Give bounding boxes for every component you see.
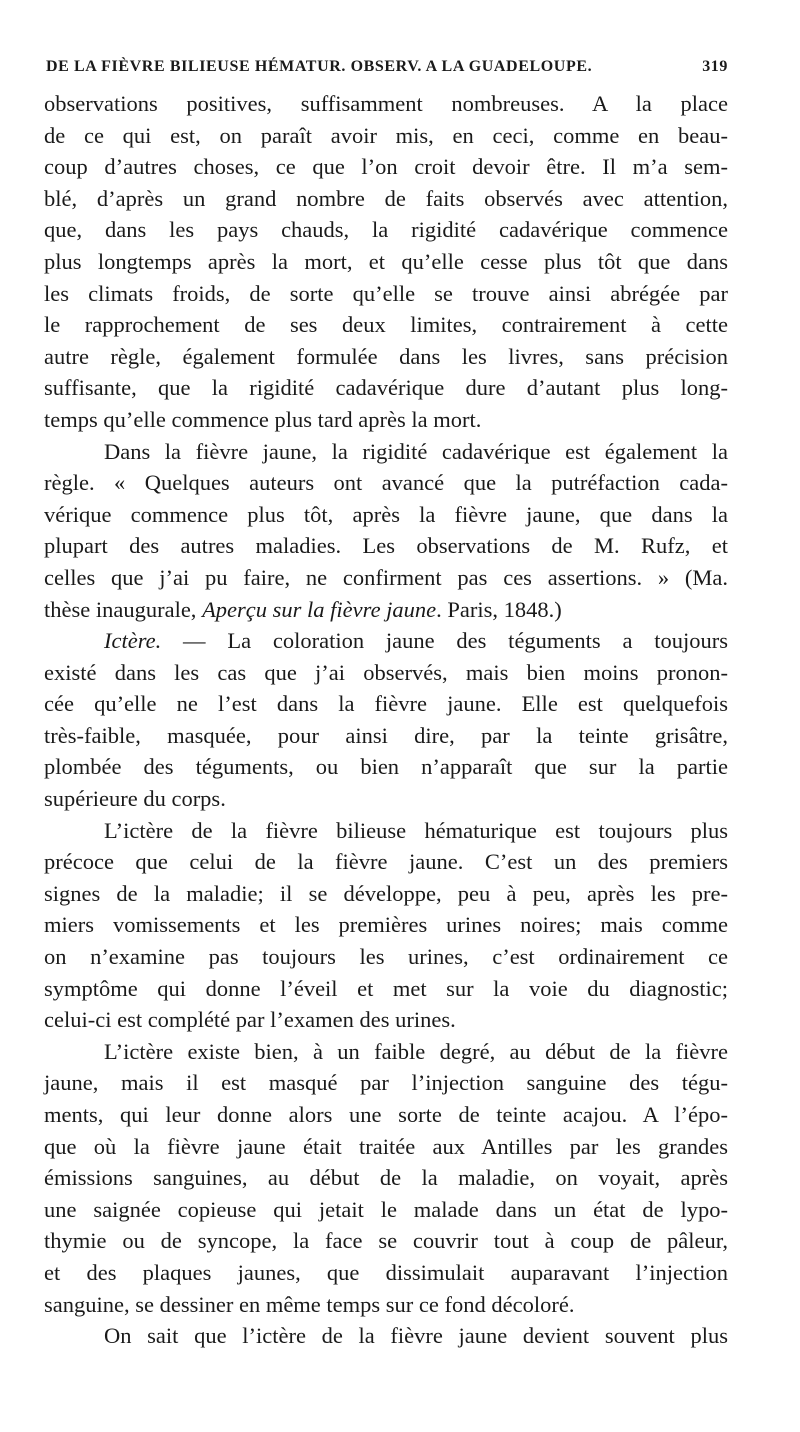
text-line [44,594,728,626]
line-text: signes de la maladie; il se développe, peu à peu, après les pre- [44,880,728,906]
text-line [44,909,728,941]
text-line [44,1004,728,1036]
text-line [44,404,728,436]
text-line [44,751,728,783]
line-text: symptôme qui donne l’éveil et met sur la voie du diagnostic; [44,975,728,1001]
text-line [44,657,728,689]
line-text: celui-ci est complété par l’examen des urines. [44,1007,456,1033]
line-text: jaune, mais il est masqué par l’injection sanguine des tégu- [44,1070,728,1096]
text-line [44,720,728,752]
line-text: blé, d’après un grand nombre de faits observés avec attention, [44,185,728,211]
line-text: une saignée copieuse qui jetait le malade dans un état de lypo- [44,1196,728,1222]
line-text: ments, qui leur donne alors une sorte de teinte acajou. A l’épo- [44,1102,728,1127]
line-text: On sait que l’ictère de la fièvre jaune devient souvent plus [104,1323,728,1349]
line-text: plupart des autres maladies. Les observations de M. Rufz, et [44,533,728,559]
text-line [44,562,728,594]
text-line [44,341,728,373]
running-header [44,58,728,88]
text-line [44,878,728,910]
line-text: très-faible, masquée, pour ainsi dire, par la teinte grisâtre, [44,722,728,748]
text-line [44,1289,728,1321]
italic-text: Aperçu sur la fièvre jaune [202,596,437,622]
line-text: existé dans les cas que j’ai observés, mais bien moins pronon- [44,659,728,685]
text-line [44,530,728,562]
text-line [44,1036,728,1068]
text-line [44,436,728,468]
text-line [44,309,728,341]
italic-text: Ictère. [104,628,162,654]
line-text: coup d’autres choses, ce que l’on croit devoir être. Il m’a sem- [44,154,728,180]
line-text: celles que j’ai pu faire, ne confirment pas ces assertions. » (Ma. [44,564,728,590]
line-text: on n’examine pas toujours les urines, c’est ordinairement ce [44,944,728,970]
text-line [44,688,728,720]
text-line [44,499,728,531]
text-line [44,941,728,973]
text-line [44,1162,728,1194]
text-line [44,372,728,404]
line-text: thèse inaugurale, [44,596,203,622]
line-text: cée qu’elle ne l’est dans la fièvre jaune. Elle est quelquefois [44,691,728,717]
text-line [44,625,728,657]
line-text: sanguine, se dessiner en même temps sur ce fond décoloré. [44,1291,575,1317]
line-text: L’ictère existe bien, à un faible degré, au début de la fièvre [104,1038,728,1064]
line-text: observations positives, suffisamment nombreuses. A la place [44,91,728,116]
line-text: et des plaques jaunes, que dissimulait auparavant l’injection [44,1259,728,1285]
line-text: plombée des téguments, ou bien n’apparaît que sur la partie [44,754,728,780]
page [44,58,728,1352]
line-text: de ce qui est, on paraît avoir mis, en ceci, comme en beau- [44,122,728,148]
line-text: les climats froids, de sorte qu’elle se trouve ainsi abrégée par [44,280,728,306]
line-text: miers vomissements et les premières urines noires; mais comme [44,912,728,938]
text-line [44,1067,728,1099]
line-text: — La coloration jaune des téguments a toujours [161,628,728,654]
line-text: le rapprochement de ses deux limites, contrairement à cette [44,312,728,338]
page-number: 319 [702,58,728,75]
text-line [44,1194,728,1226]
text-line [44,246,728,278]
line-text: temps qu’elle commence plus tard après la mort. [44,406,482,432]
line-text: Dans la fièvre jaune, la rigidité cadavérique est également la [104,438,728,464]
line-text: vérique commence plus tôt, après la fièvre jaune, que dans la [44,501,728,527]
text-line [44,88,728,120]
line-text: thymie ou de syncope, la face se couvrir tout à coup de pâleur, [44,1228,728,1254]
text-line [44,120,728,152]
text-line [44,151,728,183]
line-text: suffisante, que la rigidité cadavérique dure d’autant plus long- [44,375,728,401]
text-line [44,1257,728,1289]
line-text: règle. « Quelques auteurs ont avancé que la putréfaction cada- [44,470,728,496]
line-text: que où la fièvre jaune était traitée aux Antilles par les grandes [44,1133,728,1159]
text-line [44,815,728,847]
line-text: supérieure du corps. [44,786,226,812]
text-line [44,783,728,815]
text-line [44,278,728,310]
text-line [44,1131,728,1163]
text-line [44,1099,728,1131]
text-line [44,846,728,878]
line-text: émissions sanguines, au début de la maladie, on voyait, après [44,1165,728,1191]
line-text: précoce que celui de la fièvre jaune. C’est un des premiers [44,849,728,875]
line-text: que, dans les pays chauds, la rigidité cadavérique commence [44,217,728,243]
text-line [44,1320,728,1352]
line-text: plus longtemps après la mort, et qu’elle cesse plus tôt que dans [44,248,728,274]
text-line [44,214,728,246]
text-line [44,467,728,499]
running-title: DE LA FIÈVRE BILIEUSE HÉMATUR. OBSERV. A LA GUADELOUPE. [46,58,593,75]
text-line [44,183,728,215]
line-text: L’ictère de la fièvre bilieuse hématurique est toujours plus [104,817,728,843]
text-line [44,973,728,1005]
body-text [44,88,728,1352]
line-text: . Paris, 1848.) [436,596,562,622]
line-text: autre règle, également formulée dans les livres, sans précision [44,343,728,369]
text-line [44,1225,728,1257]
